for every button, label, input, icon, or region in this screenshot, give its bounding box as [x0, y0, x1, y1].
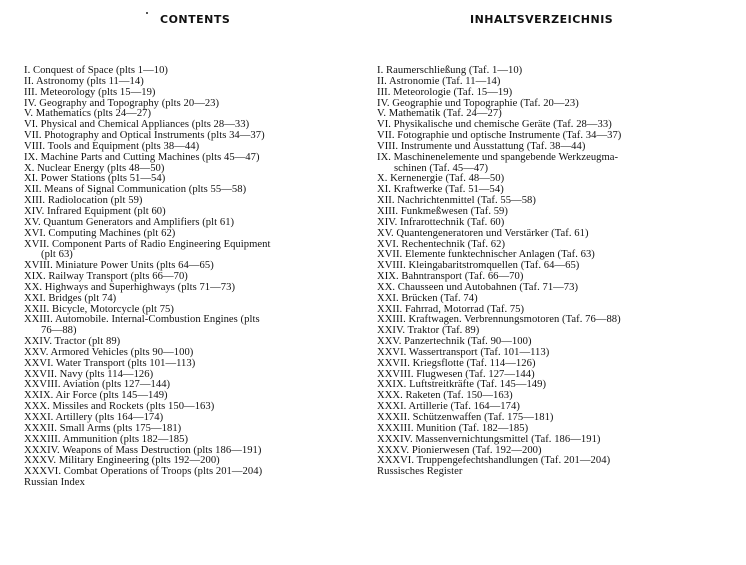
toc-entry-text: VIII. Tools and Equipment (plts 38—44) — [24, 140, 200, 152]
toc-entry — [24, 229, 376, 240]
toc-entry — [24, 240, 376, 262]
toc-entry-text: VI. Physical and Chemical Appliances (plts 28—33) — [24, 119, 250, 131]
toc-entry-text: XXX. Missiles and Rockets (plts 150—163) — [24, 401, 215, 413]
toc-entry-text: VII. Fotographie und optische Instrumente (Taf. 34—37) — [377, 130, 622, 142]
toc-entry — [377, 88, 739, 99]
toc-entry-text: XII. Nachrichtenmittel (Taf. 55—58) — [377, 195, 536, 207]
toc-entry — [24, 153, 376, 164]
toc-entry-text: XVI. Computing Machines (plt 62) — [24, 227, 176, 239]
toc-entry — [377, 153, 739, 175]
toc-entry-text: I. Conquest of Space (plts 1—10) — [24, 65, 169, 76]
toc-entry-text: X. Kernenergie (Taf. 48—50) — [377, 173, 505, 185]
toc-entry-text: XII. Means of Signal Communication (plts 55—58) — [24, 184, 247, 196]
toc-entry — [24, 294, 376, 305]
toc-entry-text: XXXVI. Combat Operations of Troops (plts 201—204) — [24, 466, 263, 478]
toc-entry-text: V. Mathematics (plts 24—27) — [24, 108, 152, 120]
toc-entry-text: XIX. Bahntransport (Taf. 66—70) — [377, 271, 524, 283]
toc-entry-text: XXXII. Small Arms (plts 175—181) — [24, 422, 182, 434]
contents-heading-english: CONTENTS — [160, 13, 231, 26]
toc-entry-text: V. Mathematik (Taf. 24—27) — [377, 108, 502, 120]
toc-entry-text: XX. Highways and Superhighways (plts 71—73) — [24, 281, 236, 293]
toc-entry-text: VII. Photography and Optical Instruments (plts 34—37) — [24, 130, 265, 142]
toc-entry — [24, 435, 376, 446]
toc-entry-text: XXIII. Kraftwagen. Verbrennungsmotoren (Taf. 76—88) — [377, 314, 621, 326]
toc-entry-text: X. Nuclear Energy (plts 48—50) — [24, 162, 165, 174]
toc-entry-text: XXXIII. Ammunition (plts 182—185) — [24, 433, 189, 445]
toc-entry-text: III. Meteorology (plts 15—19) — [24, 86, 156, 98]
toc-entry — [24, 359, 376, 370]
toc-entry-text: XXIV. Traktor (Taf. 89) — [377, 325, 480, 337]
toc-entry-text: XV. Quantum Generators and Amplifiers (plt 61) — [24, 216, 235, 228]
toc-entry — [24, 315, 376, 337]
toc-entry-text: III. Meteorologie (Taf. 15—19) — [377, 86, 513, 98]
toc-entry-text: IX. Maschinenelemente und spangebende Werkzeugma- — [377, 151, 619, 163]
toc-entry-text: Russisches Register — [377, 466, 463, 478]
toc-entry-text: XIII. Funkmeßwesen (Taf. 59) — [377, 205, 508, 217]
toc-entry-text: XVIII. Kleingabaritstromquellen (Taf. 64—65) — [377, 260, 580, 272]
toc-entry-text: XXVI. Wassertransport (Taf. 101—113) — [377, 346, 550, 358]
toc-entry-text: Russian Index — [24, 477, 85, 489]
contents-list-german — [377, 66, 739, 478]
toc-entry-text: XIX. Railway Transport (plts 66—70) — [24, 271, 188, 283]
toc-entry-text: XVII. Elemente funktechnischer Anlagen (Taf. 63) — [377, 249, 595, 261]
toc-entry-text: IX. Machine Parts and Cutting Machines (plts 45—47) — [24, 151, 260, 163]
contents-heading-german: INHALTSVERZEICHNIS — [470, 13, 614, 26]
toc-entry-text: XXV. Armored Vehicles (plts 90—100) — [24, 346, 194, 358]
toc-entry — [377, 294, 739, 305]
toc-entry-text: XXVIII. Aviation (plts 127—144) — [24, 379, 171, 391]
toc-entry-text: XXXV. Pionierwesen (Taf. 192—200) — [377, 444, 542, 456]
toc-entry-text: XIII. Radiolocation (plt 59) — [24, 195, 143, 207]
toc-entry-text: XXIV. Tractor (plt 89) — [24, 336, 121, 348]
toc-entry-continuation: schinen (Taf. 45—47) — [394, 162, 489, 174]
toc-entry — [24, 88, 376, 99]
toc-entry-text: XXII. Bicycle, Motorcycle (plt 75) — [24, 303, 174, 315]
toc-entry-text: II. Astronomie (Taf. 11—14) — [377, 75, 501, 87]
toc-entry — [377, 229, 739, 240]
toc-entry-text: XXVIII. Flugwesen (Taf. 127—144) — [377, 368, 535, 380]
toc-entry-text: XXXVI. Truppengefechtshandlungen (Taf. 201—204) — [377, 455, 611, 467]
toc-entry-text: XXII. Fahrrad, Motorrad (Taf. 75) — [377, 303, 525, 315]
toc-entry-text: XXXII. Schützenwaffen (Taf. 175—181) — [377, 412, 554, 423]
print-speck — [146, 12, 148, 14]
toc-entry-text: XVII. Component Parts of Radio Engineering Equipment — [24, 238, 271, 250]
toc-entry-text: XI. Power Stations (plts 51—54) — [24, 173, 166, 185]
toc-entry-text: XVI. Rechentechnik (Taf. 62) — [377, 238, 506, 250]
contents-list-english — [24, 66, 376, 489]
toc-entry-text: XXXIV. Massenvernichtungsmittel (Taf. 186—191) — [377, 433, 601, 445]
toc-entry — [377, 467, 739, 478]
toc-entry-text: XXVII. Kriegsflotte (Taf. 114—126) — [377, 357, 536, 369]
toc-entry-text: XVIII. Miniature Power Units (plts 64—65) — [24, 260, 214, 272]
toc-entry-text: XX. Chausseen und Autobahnen (Taf. 71—73) — [377, 281, 579, 293]
toc-entry-text: XXXIV. Weapons of Mass Destruction (plts 186—191) — [24, 444, 262, 456]
toc-entry-text: XXIX. Luftstreitkräfte (Taf. 145—149) — [377, 379, 547, 391]
toc-entry-text: XXXIII. Munition (Taf. 182—185) — [377, 422, 529, 434]
toc-entry-continuation: 76—88) — [41, 325, 77, 337]
toc-entry-text: IV. Geographie und Topographie (Taf. 20—23) — [377, 97, 579, 109]
toc-entry — [24, 478, 376, 489]
toc-entry-continuation: (plt 63) — [41, 249, 73, 261]
toc-entry-text: XXVI. Water Transport (plts 101—113) — [24, 357, 196, 369]
toc-entry-text: XXV. Panzertechnik (Taf. 90—100) — [377, 336, 532, 348]
toc-entry-text: XXXI. Artillery (plts 164—174) — [24, 412, 164, 423]
toc-entry-text: II. Astronomy (plts 11—14) — [24, 75, 144, 87]
toc-entry-text: XIV. Infrared Equipment (plt 60) — [24, 205, 166, 217]
toc-entry-text: XXXI. Artillerie (Taf. 164—174) — [377, 401, 520, 413]
toc-entry-text: VIII. Instrumente und Ausstattung (Taf. 38—44) — [377, 140, 586, 152]
toc-entry-text: XIV. Infrarottechnik (Taf. 60) — [377, 216, 505, 228]
toc-entry — [377, 435, 739, 446]
toc-entry-text: XXXV. Military Engineering (plts 192—200) — [24, 455, 220, 467]
toc-entry-text: I. Raumerschließung (Taf. 1—10) — [377, 65, 523, 76]
toc-entry-text: VI. Physikalische und chemische Geräte (Taf. 28—33) — [377, 119, 612, 131]
toc-entry-text: XI. Kraftwerke (Taf. 51—54) — [377, 184, 504, 196]
toc-entry-text: XV. Quantengeneratoren und Verstärker (Taf. 61) — [377, 227, 589, 239]
toc-entry-text: XXVII. Navy (plts 114—126) — [24, 368, 154, 380]
toc-entry-text: XXIII. Automobile. Internal-Combustion Engines (plts — [24, 314, 260, 326]
toc-entry — [377, 359, 739, 370]
toc-entry-text: XXI. Brücken (Taf. 74) — [377, 292, 478, 304]
toc-entry-text: XXX. Raketen (Taf. 150—163) — [377, 390, 513, 402]
toc-entry-text: XXIX. Air Force (plts 145—149) — [24, 390, 168, 402]
toc-entry-text: IV. Geography and Topography (plts 20—23) — [24, 97, 220, 109]
toc-entry-text: XXI. Bridges (plt 74) — [24, 292, 117, 304]
